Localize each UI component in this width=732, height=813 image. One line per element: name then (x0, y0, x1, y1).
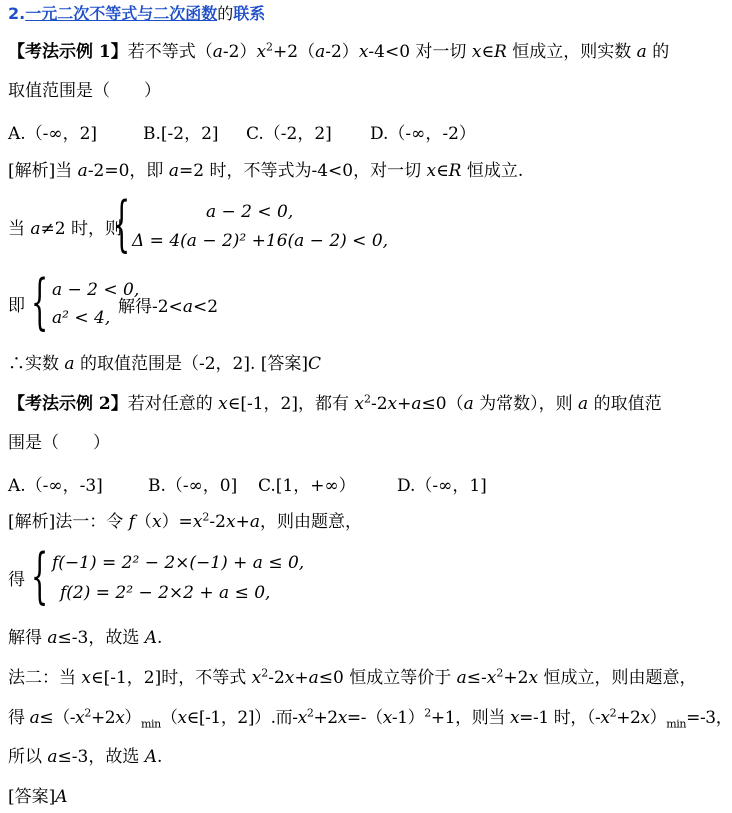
ji-row1: a − 2 < 0, (52, 280, 140, 300)
text: 解得-2< (118, 297, 183, 317)
text: ） (124, 708, 142, 728)
text: （ (134, 512, 152, 532)
example2-question-line1 (8, 392, 662, 416)
option-a: A.（-∞，2] (8, 124, 98, 144)
var-a: a (30, 219, 41, 239)
text: （ (160, 708, 178, 728)
var-a: a (463, 394, 474, 414)
var-R: R (494, 42, 507, 62)
text: . (157, 628, 163, 648)
text: ∈[-1，2]）.而- (186, 708, 298, 728)
ji-row2: a² < 4, (52, 308, 111, 328)
option-c: C.（-2，2] (246, 124, 332, 144)
heading-number: 2. (8, 4, 26, 23)
text: ∴实数 (8, 354, 65, 374)
var-x: x (151, 512, 162, 532)
text: 恒成立，则实数 (506, 42, 637, 62)
analysis-label: [解析] (8, 161, 56, 181)
var-x: x (387, 394, 398, 414)
ji-result (118, 295, 218, 319)
text: 的 (646, 42, 670, 62)
example2-solve (8, 626, 162, 650)
option-d: D.（-∞，1] (397, 476, 487, 496)
example2-method2-line2 (8, 706, 732, 730)
example2-question-line2: 围是（ ） (8, 433, 110, 453)
var-x: x (337, 708, 347, 728)
var-a: a (636, 42, 647, 62)
exp: 2 (609, 706, 617, 720)
text: =-1 时，（- (519, 708, 601, 728)
example2-label: 【考法示例 2】 (8, 394, 128, 414)
text: -1） (391, 708, 425, 728)
analysis-label: [解析] (8, 512, 56, 532)
case-brace: { (113, 189, 131, 259)
de-row2: f(2) = 2² − 2×2 + a ≤ 0, (60, 583, 271, 603)
text: -2 (268, 668, 285, 688)
var-x: x (486, 668, 497, 688)
var-x: x (251, 668, 262, 688)
var-x: x (358, 42, 369, 62)
heading-underlined-text: 一元二次不等式与二次函数 (25, 4, 218, 23)
var-x: x (284, 668, 295, 688)
var-a: a (168, 161, 179, 181)
text: ≤-3，故选 (57, 747, 145, 767)
var-A: A (144, 747, 158, 767)
text: 若对任意的 (127, 394, 219, 414)
text: -2 (370, 394, 388, 414)
de-row1: f(−1) = 2² − 2×(−1) + a ≤ 0, (52, 553, 305, 573)
var-a: a (47, 628, 58, 648)
text: 得 (8, 708, 30, 728)
ji-prefix: 即 (8, 296, 25, 316)
var-x: x (177, 708, 187, 728)
text: ≤- (466, 668, 487, 688)
var-A: A (144, 628, 158, 648)
text: 恒成立，则由题意， (538, 668, 697, 688)
text: ≤-3，故选 (57, 628, 145, 648)
text: + (294, 668, 309, 688)
var-a: a (182, 297, 193, 317)
var-x: x (528, 668, 539, 688)
heading-tail-de: 的 (217, 4, 234, 23)
option-c: C.[1，+∞） (258, 476, 356, 496)
min-subscript: min (666, 717, 687, 731)
de-prefix: 得 (8, 570, 25, 590)
example1-conclusion (8, 352, 321, 376)
exp: 2 (261, 666, 269, 680)
text: 法一：令 (55, 512, 129, 532)
text: -2 (209, 512, 226, 532)
text: 的取值范 (588, 394, 662, 414)
text: 解得 (8, 628, 48, 648)
var-a: a (411, 394, 422, 414)
text: ∈[-1，2]，都有 (227, 394, 355, 414)
var-a: a (308, 668, 319, 688)
min-subscript: min (141, 717, 161, 731)
var-x: x (640, 708, 650, 728)
option-d: D.（-∞，-2） (370, 124, 476, 144)
text: ） (649, 708, 667, 728)
var-x: x (509, 708, 520, 728)
text: ≠2 时，则 (40, 219, 123, 239)
example2-method2-line3 (8, 745, 162, 769)
text: ，则由题意， (259, 512, 362, 532)
ji-brace: { (31, 267, 49, 337)
var-a: a (212, 42, 223, 62)
var-x: x (256, 42, 267, 62)
var-a: a (29, 708, 40, 728)
text: ∈ (481, 42, 495, 62)
exp: 2 (306, 706, 314, 720)
example2-method1 (8, 510, 362, 534)
var-x: x (218, 394, 228, 414)
text: -2=0，即 (87, 161, 169, 181)
var-x: x (225, 512, 236, 532)
text: =-3， (686, 708, 732, 728)
exp: 2 (84, 706, 91, 720)
exp: 2 (496, 666, 504, 680)
example1-analysis (8, 159, 523, 183)
example1-question-line1 (8, 40, 669, 64)
example2-answer (8, 785, 68, 809)
heading-tail-visible: 联系 (233, 4, 266, 23)
option-a: A.（-∞，-3] (8, 476, 103, 496)
answer-value: A (55, 787, 68, 807)
var-a: a (578, 394, 589, 414)
text: 所以 (8, 747, 48, 767)
text: +2（ (273, 42, 316, 62)
exp: 2 (363, 392, 371, 406)
text: +2 (503, 668, 529, 688)
text: ≤0 恒成立等价于 (318, 668, 457, 688)
text: 当 (55, 161, 78, 181)
text: ）= (161, 512, 193, 532)
text: +2 (313, 708, 338, 728)
text: +2 (616, 708, 641, 728)
var-x: x (75, 708, 85, 728)
text: -4<0 对一切 (368, 42, 472, 62)
var-x: x (81, 668, 91, 688)
var-a: a (249, 512, 260, 532)
text: -2） (222, 42, 257, 62)
var-f: f (128, 512, 135, 532)
text: <2 (192, 297, 219, 317)
var-a: a (64, 354, 75, 374)
var-R: R (448, 161, 462, 181)
example1-question-line2: 取值范围是（ ） (8, 81, 161, 101)
var-x: x (192, 512, 203, 532)
exp: 2 (266, 40, 274, 54)
var-x: x (115, 708, 125, 728)
section-heading (8, 2, 265, 26)
var-x: x (600, 708, 610, 728)
var-a: a (315, 42, 326, 62)
text: +1，则当 (430, 708, 510, 728)
exp: 2 (424, 706, 431, 720)
var-x: x (471, 42, 482, 62)
text: + (235, 512, 250, 532)
var-x: x (426, 161, 437, 181)
var-x: x (297, 708, 307, 728)
text: 的取值范围是（-2，2]. [答案] (74, 354, 309, 374)
text: + (397, 394, 412, 414)
text: =-（ (346, 708, 383, 728)
text: ≤（- (39, 708, 76, 728)
example1-label: 【考法示例 1】 (8, 42, 128, 62)
exp: 2 (202, 510, 210, 524)
text: 为常数），则 (473, 394, 579, 414)
example2-method2-line1 (8, 666, 696, 690)
var-x: x (382, 708, 392, 728)
text: 当 (8, 219, 31, 239)
text: 法二：当 (8, 668, 82, 688)
de-brace: { (31, 541, 49, 611)
var-x: x (354, 394, 364, 414)
option-b: B.（-∞，0] (148, 476, 238, 496)
answer-value: C (308, 354, 322, 374)
var-a: a (47, 747, 58, 767)
text: ∈[-1，2]时，不等式 (91, 668, 252, 688)
text: +2 (90, 708, 116, 728)
var-a: a (77, 161, 88, 181)
var-a: a (456, 668, 467, 688)
text: . (157, 747, 163, 767)
case-row1: a − 2 < 0, (206, 202, 294, 222)
case-row2: Δ = 4(a − 2)² +16(a − 2) < 0, (132, 231, 389, 251)
text: ∈ (436, 161, 449, 181)
option-b: B.[-2，2] (143, 124, 219, 144)
case-prefix (8, 217, 122, 241)
answer-label: [答案] (8, 787, 56, 807)
text: 若不等式（ (127, 42, 213, 62)
text: -2） (325, 42, 359, 62)
text: =2 时，不等式为-4<0，对一切 (178, 161, 427, 181)
text: 恒成立. (461, 161, 524, 181)
text: ≤0（ (421, 394, 464, 414)
